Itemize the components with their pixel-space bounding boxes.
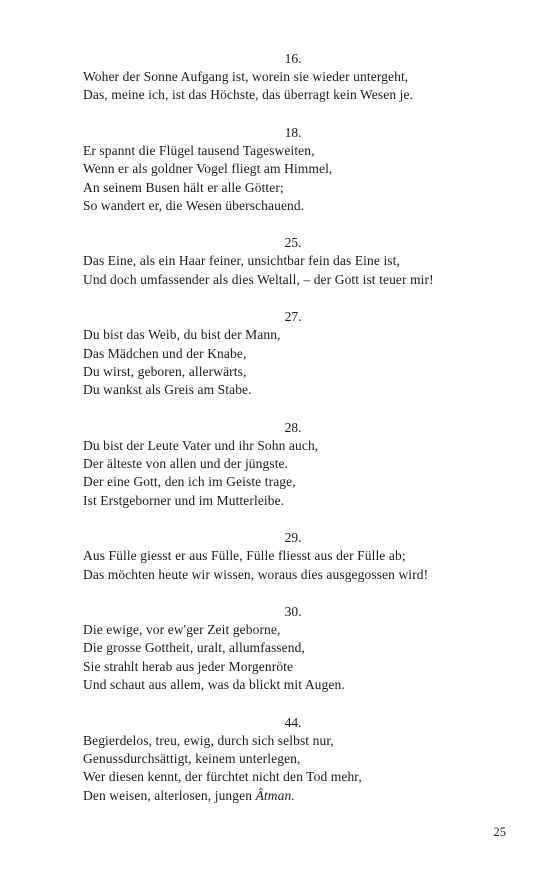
stanza-18 [83, 124, 503, 216]
verse-line: Das Mädchen und der Knabe, [83, 345, 247, 361]
verse-line: Die grosse Gottheit, uralt, allumfassend, [83, 640, 305, 656]
stanza-number: 28. [284, 419, 302, 435]
verse-line: Die ewige, vor ew'ger Zeit geborne, [83, 622, 281, 638]
verse-line: Woher der Sonne Aufgang ist, worein sie wieder untergeht, [83, 69, 409, 84]
poem-body [83, 50, 503, 824]
verse-line: Du bist das Weib, du bist der Mann, [83, 327, 281, 343]
verse-line: Begierdelos, treu, ewig, durch sich selbst nur, [83, 732, 334, 748]
verse-line: Das Eine, als ein Haar feiner, unsichtbar fein das Eine ist, [83, 253, 400, 269]
stanza-25 [83, 234, 503, 289]
verse-line: Das möchten heute wir wissen, woraus dies ausgegossen wird! [83, 566, 429, 582]
verse-line: Genussdurchsättigt, keinem unterlegen, [83, 750, 301, 766]
stanza-28 [83, 419, 503, 511]
verse-line: Wenn er als goldner Vogel fliegt am Himmel, [83, 161, 333, 177]
stanza-number: 25. [284, 235, 302, 251]
stanza-number: 18. [284, 124, 302, 140]
verse-line-final [83, 787, 503, 805]
verse-line: Du wankst als Greis am Stabe. [83, 382, 252, 398]
stanza-29 [83, 529, 503, 584]
verse-line: Sie strahlt herab aus jeder Morgenröte [83, 658, 294, 674]
verse-line: Du wirst, geboren, allerwärts, [83, 363, 247, 379]
verse-line: Du bist der Leute Vater und ihr Sohn auch, [83, 437, 319, 453]
verse-line: Das, meine ich, ist das Höchste, das überragt kein Wesen je. [83, 87, 414, 103]
verse-line: Aus Fülle giesst er aus Fülle, Fülle fliesst aus der Fülle ab; [83, 548, 406, 564]
stanza-number: 29. [284, 530, 302, 546]
stanza-30 [83, 603, 503, 695]
stanza-number: 27. [284, 309, 302, 325]
verse-line: Und schaut aus allem, was da blickt mit Augen. [83, 677, 345, 693]
verse-line: Der eine Gott, den ich im Geiste trage, [83, 474, 296, 490]
verse-line: An seinem Busen hält er alle Götter; [83, 179, 284, 195]
verse-line: Und doch umfassender als dies Weltall, – der Gott ist teuer mir! [83, 271, 434, 287]
verse-line: Der älteste von allen und der jüngste. [83, 456, 289, 472]
stanza-number: 44. [284, 714, 302, 730]
verse-line-text: Den weisen, alterlosen, jungen [83, 787, 256, 803]
stanza-44 [83, 714, 503, 806]
verse-line: Ist Erstgeborner und im Mutterleibe. [83, 492, 285, 508]
stanza-number: 16. [284, 51, 302, 66]
verse-line: So wandert er, die Wesen überschauend. [83, 197, 305, 213]
page-number: 25 [493, 825, 506, 839]
stanza-27 [83, 308, 503, 400]
stanza-number: 30. [284, 604, 302, 620]
stanza-16 [83, 50, 503, 105]
verse-line: Wer diesen kennt, der fürchtet nicht den Tod mehr, [83, 769, 362, 785]
verse-line: Er spannt die Flügel tausend Tagesweiten, [83, 142, 315, 158]
italic-word-atman: Âtman. [255, 787, 295, 803]
